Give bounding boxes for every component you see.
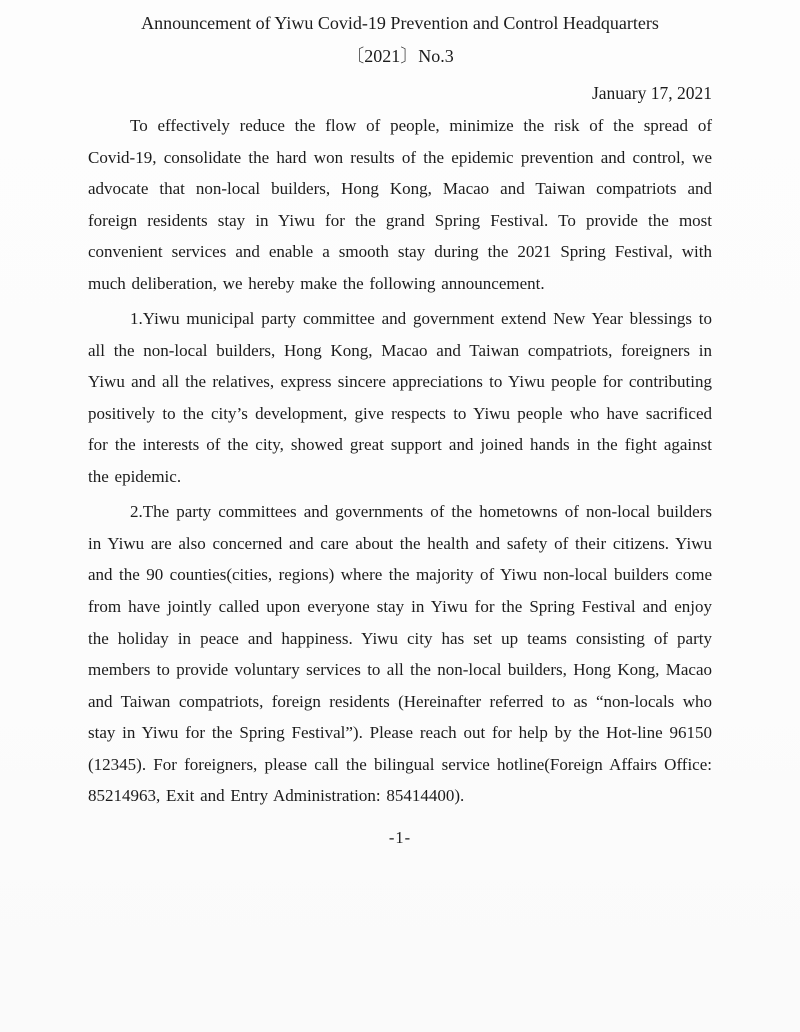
document-date: January 17, 2021 — [591, 83, 712, 103]
document-title: Announcement of Yiwu Covid-19 Prevention and Control Headquarters — [141, 13, 659, 33]
paragraph-item-1: 1.Yiwu municipal party committee and government extend New Year blessings to all the non-local builders, Hong Kong, Macao and Taiwan compatriots, foreigners in Yiwu and all the relatives, express sincere appreciations to Yiwu people for contributing positively to the city’s development, give respects to Yiwu people who have sacrificed for the interests of the city, showed great support and joined hands in the fight against the epidemic. — [88, 309, 712, 487]
document-body — [88, 110, 712, 812]
paragraph-item-2: 2.The party committees and governments of the hometowns of non-local builders in Yiwu are also concerned and care about the health and safety of their citizens. Yiwu and the 90 counties(cities, regions) where the majority of Yiwu non-local builders come from have jointly called upon everyone stay in Yiwu for the Spring Festival and enjoy the holiday in peace and happiness. Yiwu city has set up teams consisting of party members to provide voluntary services to all the non-local builders, Hong Kong, Macao and Taiwan compatriots, foreign residents (Hereinafter referred to as “non-locals who stay in Yiwu for the Spring Festival”). Please reach out for help by the Hot-line 96150 (12345). For foreigners, please call the bilingual service hotline(Foreign Affairs Office: 85214963, Exit and Entry Administration: 85414400). — [88, 502, 712, 806]
page-number: -1- — [388, 828, 412, 848]
document-header — [0, 0, 800, 105]
document-number: 〔2021〕No.3 — [346, 46, 454, 66]
paragraph-intro: To effectively reduce the flow of people, minimize the risk of the spread of Covid-19, consolidate the hard won results of the epidemic prevention and control, we advocate that non-local builders, Hong Kong, Macao and Taiwan compatriots and foreign residents stay in Yiwu for the grand Spring Festival. To provide the most convenient services and enable a smooth stay during the 2021 Spring Festival, with much deliberation, we hereby make the following announcement. — [88, 116, 712, 293]
